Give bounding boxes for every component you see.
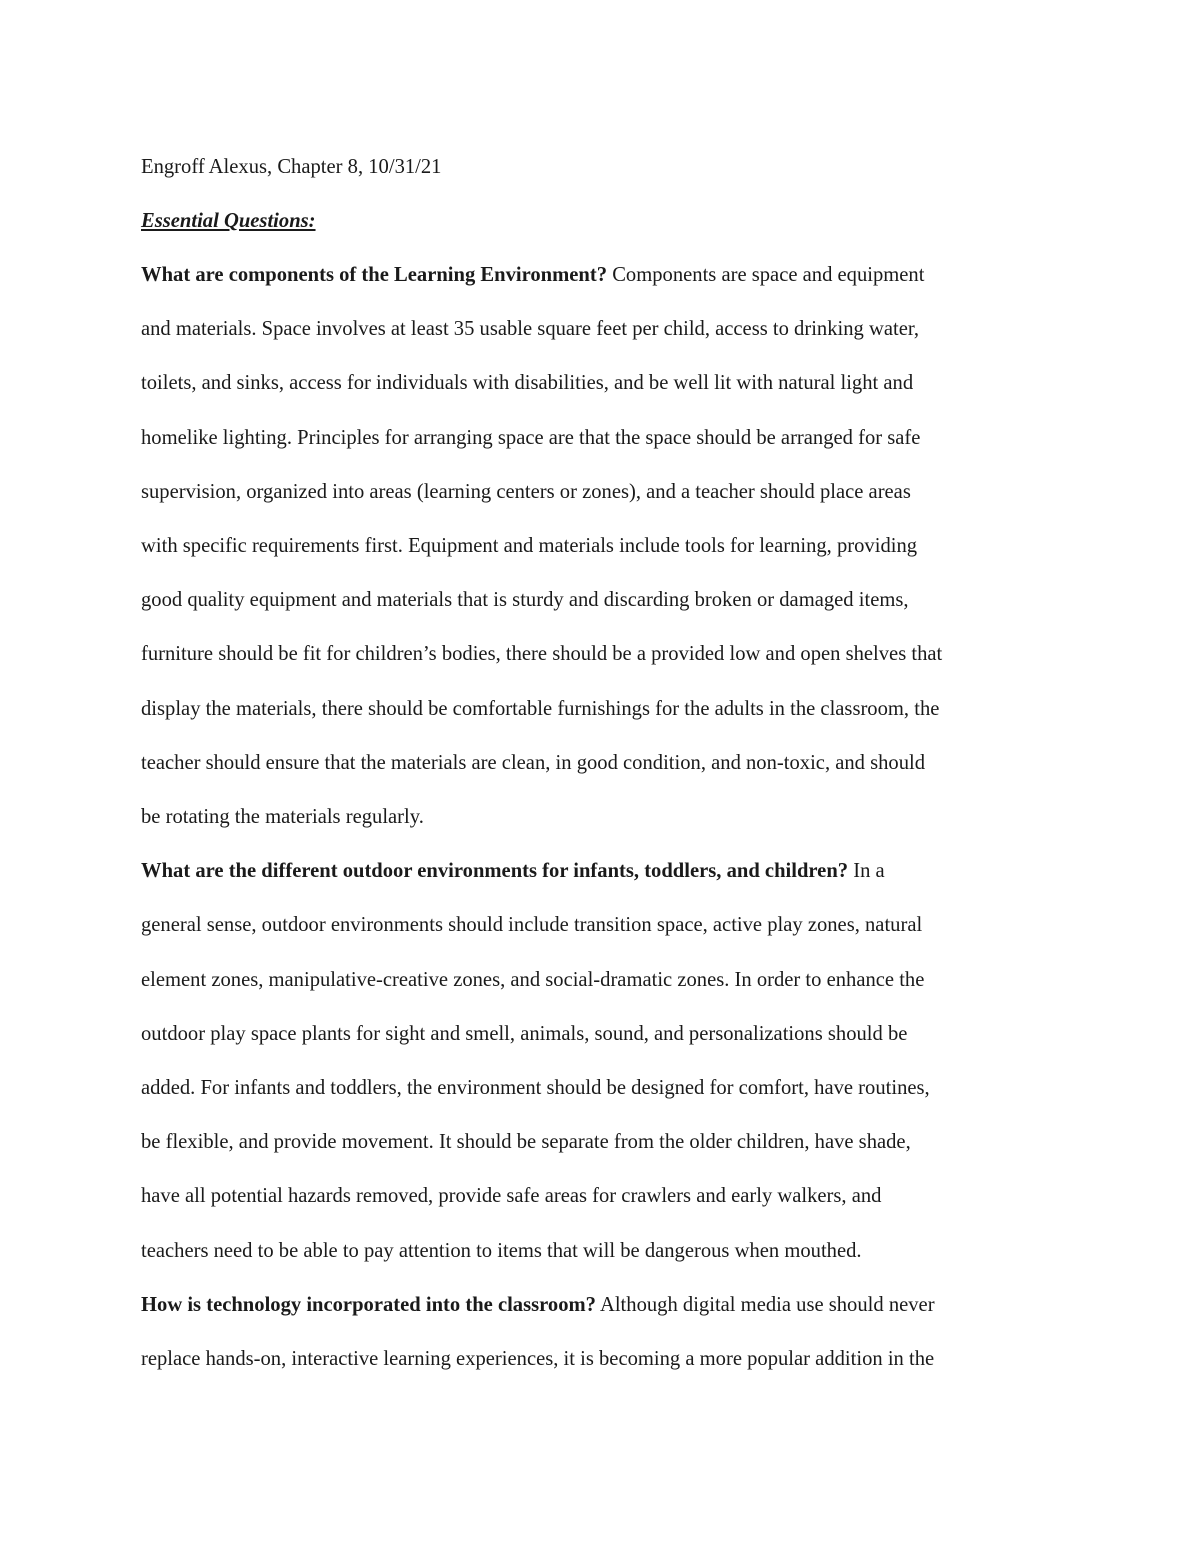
paragraph-line (141, 1278, 1066, 1332)
document-header: Engroff Alexus, Chapter 8, 10/31/21 (141, 156, 442, 178)
answer-text: Although digital media use should never (595, 1293, 935, 1316)
paragraph-line: homelike lighting. Principles for arranging space are that the space should be arranged for safe (141, 426, 921, 449)
question-heading: How is technology incorporated into the classroom? (141, 1293, 596, 1316)
paragraph-line: with specific requirements first. Equipment and materials include tools for learning, providing (141, 535, 918, 558)
qa-block-outdoor-environments (141, 844, 1066, 1278)
section-heading: Essential Questions: (141, 210, 316, 232)
document-body (141, 140, 1066, 1386)
paragraph-line: teachers need to be able to pay attention to items that will be dangerous when mouthed. (141, 1239, 862, 1262)
paragraph-line: good quality equipment and materials that is sturdy and discarding broken or damaged items, (141, 589, 909, 612)
paragraph-line: be rotating the materials regularly. (141, 806, 424, 829)
paragraph-line (141, 844, 1066, 898)
paragraph-line: element zones, manipulative-creative zones, and social-dramatic zones. In order to enhance the (141, 968, 925, 991)
paragraph-line: added. For infants and toddlers, the environment should be designed for comfort, have routines, (141, 1077, 930, 1100)
paragraph-line: outdoor play space plants for sight and smell, animals, sound, and personalizations should be (141, 1022, 908, 1045)
paragraph-line: replace hands-on, interactive learning experiences, it is becoming a more popular addition in the (141, 1348, 935, 1371)
paragraph-line: supervision, organized into areas (learning centers or zones), and a teacher should place areas (141, 480, 911, 503)
paragraph-line: general sense, outdoor environments should include transition space, active play zones, natural (141, 914, 923, 937)
paragraph-line: furniture should be fit for children’s bodies, there should be a provided low and open shelves that (141, 643, 943, 666)
answer-text: Components are space and equipment (607, 264, 925, 286)
qa-block-learning-environment (141, 248, 1066, 844)
paragraph-line: and materials. Space involves at least 35 usable square feet per child, access to drinking water, (141, 318, 920, 341)
paragraph-line: teacher should ensure that the materials are clean, in good condition, and non-toxic, and should (141, 751, 926, 774)
paragraph-line: be flexible, and provide movement. It should be separate from the older children, have shade, (141, 1131, 911, 1154)
qa-block-technology (141, 1278, 1066, 1386)
question-heading: What are components of the Learning Environment? (141, 264, 608, 286)
paragraph-line: display the materials, there should be comfortable furnishings for the adults in the classroom, the (141, 697, 940, 720)
paragraph-line: toilets, and sinks, access for individuals with disabilities, and be well lit with natural light and (141, 372, 914, 395)
answer-text: In a (848, 860, 885, 883)
question-heading: What are the different outdoor environments for infants, toddlers, and children? (141, 860, 849, 883)
paragraph-line (141, 248, 1066, 302)
paragraph-line: have all potential hazards removed, provide safe areas for crawlers and early walkers, and (141, 1185, 882, 1208)
